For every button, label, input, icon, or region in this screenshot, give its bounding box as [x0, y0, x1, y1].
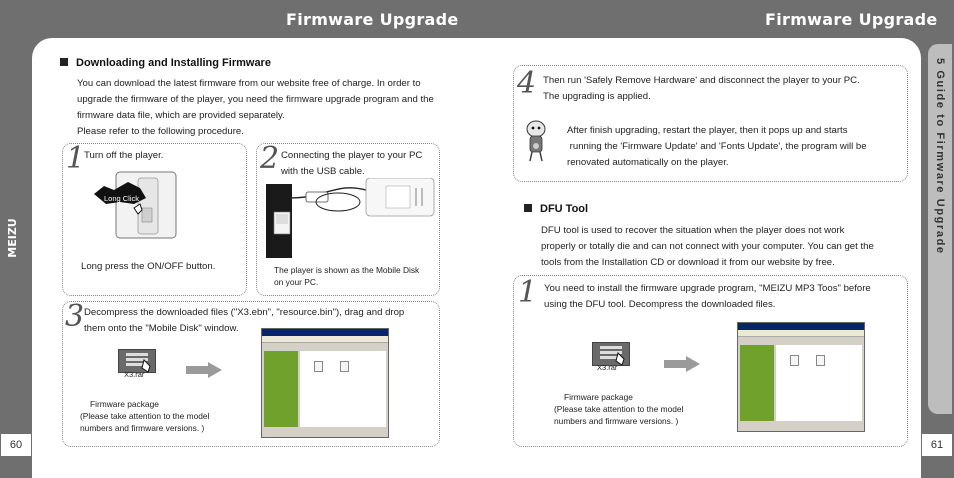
section-heading-text: Downloading and Installing Firmware — [76, 57, 271, 69]
step-1-text: Turn off the player. — [84, 150, 164, 161]
step-2-caption-line: The player is shown as the Mobile Disk — [274, 265, 420, 275]
intro-line: firmware data file, which are provided separately. — [77, 110, 285, 121]
dfu-step-1-number: 1 — [518, 275, 538, 310]
dfu-caption-line: numbers and firmware versions. ) — [554, 416, 679, 426]
section-heading-dfu — [524, 203, 588, 215]
file-icon — [340, 361, 349, 372]
section-heading-text: DFU Tool — [540, 203, 589, 215]
page-number-left: 60 — [1, 434, 31, 456]
chapter-tab-text: 5 Guide to Firmware Upgrade — [934, 58, 946, 255]
long-click-callout: Long Click — [104, 194, 140, 203]
step-4-text-line: Then run 'Safely Remove Hardware' and disconnect the player to your PC. — [543, 75, 860, 86]
dfu-caption-line: (Please take attention to the model — [554, 404, 684, 414]
window-menubar — [738, 330, 864, 337]
bullet-square-icon — [524, 204, 532, 212]
page-number-right: 61 — [922, 434, 952, 456]
file-icon — [816, 355, 825, 366]
rar-file-label: X3.rar — [597, 363, 618, 372]
chapter-tab-label — [928, 44, 952, 414]
step-3-text-line: them onto the "Mobile Disk" window. — [84, 323, 239, 334]
window-file-area — [300, 351, 386, 427]
window-file-area — [776, 345, 862, 421]
file-icon — [314, 361, 323, 372]
step-4-note — [567, 123, 867, 171]
window-titlebar — [262, 329, 388, 336]
dfu-step-1-text-line: using the DFU tool. Decompress the downloaded files. — [544, 299, 776, 310]
window-titlebar — [738, 323, 864, 330]
step-4-note-line: renovated automatically on the player. — [567, 157, 729, 168]
step-2-caption-line: on your PC. — [274, 277, 319, 287]
right-page-title: Firmware Upgrade — [765, 10, 938, 29]
dfu-intro-line: properly or totally die and can not connect with your computer. You can get the — [541, 241, 874, 252]
dfu-step-1-text-line: You need to install the firmware upgrade program, "MEIZU MP3 Toos" before — [544, 283, 871, 294]
window-sidebar — [264, 351, 298, 427]
file-icon — [790, 355, 799, 366]
dfu-intro-paragraph — [541, 223, 911, 271]
arrow-right-icon — [186, 362, 222, 378]
bullet-square-icon — [60, 58, 68, 66]
section-heading-download — [60, 57, 271, 69]
step-4-number: 4 — [517, 66, 537, 101]
step-3-caption — [80, 398, 209, 434]
dfu-step-1-caption — [554, 391, 683, 427]
step-1-caption: Long press the ON/OFF button. — [81, 261, 216, 272]
step-4-text-line: The upgrading is applied. — [543, 91, 651, 102]
usb-connection-illustration — [266, 178, 436, 258]
left-page-title: Firmware Upgrade — [286, 10, 459, 29]
step-3-caption-line: Firmware package — [90, 399, 159, 409]
dfu-intro-line: tools from the Installation CD or download it from our website by free. — [541, 257, 835, 268]
logo-text: MEIZU — [6, 218, 19, 258]
step-2-number: 2 — [260, 141, 280, 176]
step-4-note-line: After finish upgrading, restart the player, then it pops up and starts — [567, 125, 848, 136]
arrow-right-icon — [664, 356, 700, 372]
step-2-text-line: with the USB cable. — [281, 166, 365, 177]
intro-paragraph — [77, 76, 497, 140]
window-menubar — [262, 336, 388, 343]
step-3-text-line: Decompress the downloaded files ("X3.ebn", "resource.bin"), drag and drop — [84, 307, 405, 318]
dfu-intro-line: DFU tool is used to recover the situation when the player does not work — [541, 225, 845, 236]
mascot-icon — [524, 120, 548, 162]
step-1-number: 1 — [66, 141, 86, 176]
step-2-caption — [274, 264, 419, 288]
rar-file-label: X3.rar — [124, 370, 145, 379]
dfu-step-1-text — [544, 281, 871, 313]
explorer-window-screenshot — [737, 322, 865, 432]
intro-line: upgrade the firmware of the player, you need the firmware upgrade program and the — [77, 94, 434, 105]
dfu-caption-line: Firmware package — [564, 392, 633, 402]
explorer-window-screenshot — [261, 328, 389, 438]
step-4-note-line: running the 'Firmware Update' and 'Fonts Update', the program will be — [567, 141, 867, 152]
step-2-text-line: Connecting the player to your PC — [281, 150, 423, 161]
intro-line: You can download the latest firmware from our website free of charge. In order to — [77, 78, 421, 89]
meizu-logo — [5, 206, 27, 270]
step-3-caption-line: (Please take attention to the model — [80, 411, 210, 421]
intro-line: Please refer to the following procedure. — [77, 126, 244, 137]
step-2-text — [281, 148, 422, 180]
step-4-text — [543, 73, 860, 105]
window-sidebar — [740, 345, 774, 421]
step-3-number: 3 — [65, 299, 85, 334]
step-3-caption-line: numbers and firmware versions. ) — [80, 423, 205, 433]
